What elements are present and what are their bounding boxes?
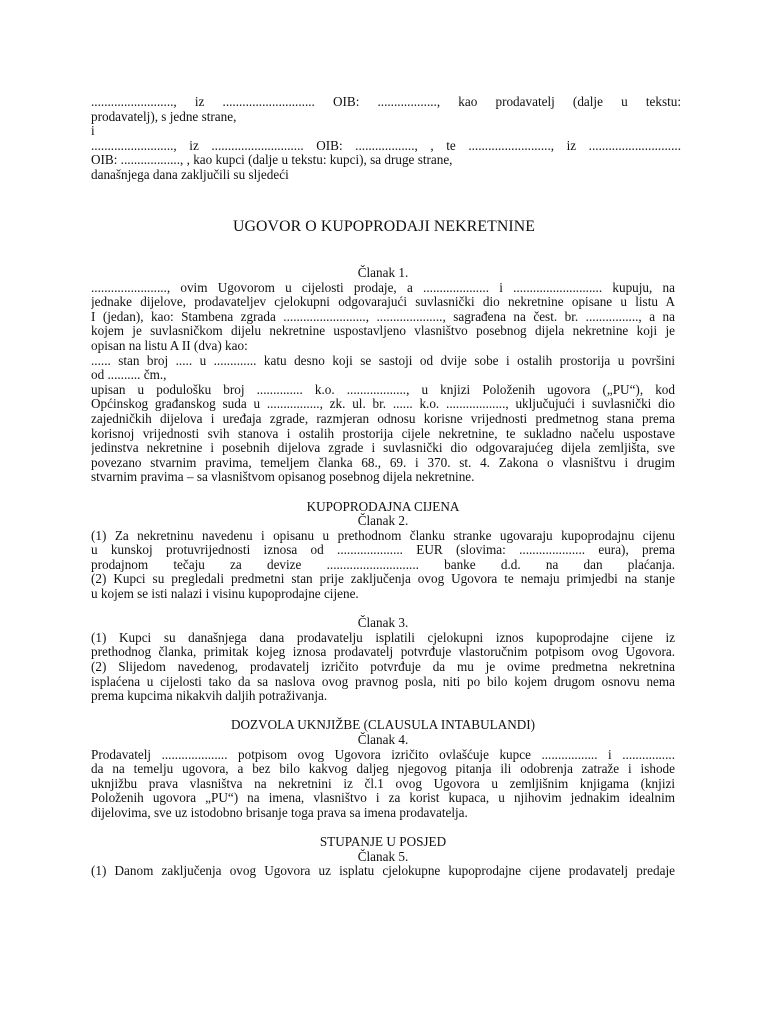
contract-section bbox=[91, 821, 675, 879]
section-heading: KUPOPRODAJNA CIJENA bbox=[306, 498, 460, 514]
article-text-line: (1) Kupci su današnjega dana prodavatelju isplatili cjelokupni iznos kupoprodajne cijene iz bbox=[91, 630, 675, 645]
intro-line: današnjega dana zaključili su sljedeći bbox=[91, 167, 289, 182]
article-text-line: povezano stvarnim pravima, temeljem članka 68., 69. i 370. st. 4. Zakona o vlasništvu i drugim bbox=[91, 455, 675, 470]
article-text-line: jedinstva nekretnine i posebnih dijelova zgrade i suvlasnički dio odgovarajućeg dijela zemljišta, sve bbox=[91, 441, 675, 456]
article-text-line: Općinskog građanskog suda u ................, zk. ul. br. ...... k.o. .................., uključujući i suvlasnički dio bbox=[91, 397, 675, 412]
article-text-line: prema kupcima nikakvih daljih potraživanja. bbox=[91, 689, 328, 704]
article-text-line: upisan u podulošku broj .............. k.o. .................., u knjizi Položenih ugovora („PU“), kod bbox=[91, 382, 675, 397]
article-text-line: da na temelju ugovora, a bez bilo kakvog daljeg njegovog pitanja ili odobrenja zatraže i ishode bbox=[91, 762, 675, 777]
article-text-line: Položenih ugovora „PU“) na imena, vlasništvo i za korist kupaca, u njihovim jednakim idealnim bbox=[91, 791, 675, 806]
contract-section bbox=[91, 266, 675, 485]
section-heading: STUPANJE U POSJED bbox=[319, 834, 447, 850]
article-text-line: (2) Slijedom navedenog, prodavatelj izričito potvrđuje da mu je ovime predmetna nekretnina bbox=[91, 660, 675, 675]
article-number: Članak 3. bbox=[357, 615, 409, 631]
article-text-line: uknjižbu prava vlasništva na nekretnini iz čl.1 ovog Ugovora u zemljišnim knjigama (knjizi bbox=[91, 776, 675, 791]
article-text-line: u kunskoj protuvrijednosti iznosa od .................... EUR (slovima: .................... eura), prema bbox=[91, 543, 675, 558]
intro-line: prodavatelj), s jedne strane, bbox=[91, 109, 237, 124]
contract-parties-intro bbox=[91, 95, 681, 183]
section-heading: DOZVOLA UKNJIŽBE (CLAUSULA INTABULANDI) bbox=[230, 717, 536, 733]
article-text-line: Prodavatelj .................... potpisom ovog Ugovora izričito ovlašćuje kupce ................. i ................ bbox=[91, 747, 675, 762]
article-number: Članak 1. bbox=[357, 265, 409, 280]
article-text-line: isplaćena u cijelosti tako da sa naslova ovog pravnog posla, niti po bilo kojem drugom osnovu nema bbox=[91, 674, 675, 689]
article-text-line: u kojem se isti nalazi i visinu kupoprodajne cijene. bbox=[91, 587, 359, 602]
article-text-line: korisnoj vrijednosti svih stanova i ostalih prostorija cijele nekretnine, te sukladno načelu uspostave bbox=[91, 426, 675, 441]
document-title: UGOVOR O KUPOPRODAJI NEKRETNINE bbox=[233, 218, 535, 235]
article-text-line: ...... stan broj ..... u ............. katu desno koji se sastoji od dvije sobe i ostalih prostorija u površini bbox=[91, 353, 675, 368]
intro-line: ........................., iz ............................ OIB: .................., kao prodavatelj (dalje u tekstu: bbox=[91, 95, 681, 109]
article-text-line: kojem je suvlasničkom dijelu nekretnine uspostavljeno vlasništvo posebnog dijela nekretnine koji je bbox=[91, 324, 675, 339]
article-text-line: prodajnom tečaju za devize ............................ banke d.d. na dan plaćanja. bbox=[91, 557, 675, 572]
article-text-line: I (jedan), kao: Stambena zgrada ........................., ...................., sagrađena na čest. br. ................, a na bbox=[91, 309, 675, 324]
contract-section bbox=[91, 602, 675, 704]
article-text-line: ......................., ovim Ugovorom u cijelosti prodaje, a .................... i ........................... kupuju, na bbox=[91, 280, 675, 295]
intro-line: ........................., iz ............................ OIB: .................., , te ........................., iz ............................ bbox=[91, 138, 681, 153]
article-text-line: zajedničkih dijelova i uređaja zgrade, razmjeran odnosu korisne vrijednosti predmetnog stana prema bbox=[91, 411, 675, 426]
article-text-line: od .......... čm., bbox=[91, 368, 167, 383]
contract-section bbox=[91, 704, 675, 821]
article-text-line: jednake dijelove, prodavateljev cjelokupni odgovarajući suvlasnički dio nekretnine opisane u listu A bbox=[91, 295, 675, 310]
article-text-line: stvarnim pravima – sa vlasništvom opisanog posebnog dijela nekretnine. bbox=[91, 470, 475, 485]
article-text-line: (1) Danom zaključenja ovog Ugovora uz isplatu cjelokupne kupoprodajne cijene prodavatelj predaje bbox=[91, 864, 675, 879]
article-text-line: opisan na listu A II (dva) kao: bbox=[91, 338, 248, 353]
intro-line: OIB: .................., , kao kupci (dalje u tekstu: kupci), sa druge strane, bbox=[91, 153, 453, 168]
article-text-line: prethodnog članka, primitak kojeg iznosa prodavatelj potvrđuje vlastoručnim potpisom ovog Ugovora. bbox=[91, 645, 675, 660]
article-number: Članak 4. bbox=[357, 732, 409, 747]
contract-section bbox=[91, 485, 675, 602]
article-text-line: (2) Kupci su pregledali predmetni stan prije zaključenja ovog Ugovora te nemaju primjedbi na stanje bbox=[91, 572, 675, 587]
article-number: Članak 5. bbox=[357, 848, 409, 864]
contract-body bbox=[91, 266, 675, 879]
article-text-line: dijelovima, sve uz istodobno brisanje toga prava sa imena prodavatelja. bbox=[91, 805, 468, 820]
article-text-line: (1) Za nekretninu navedenu i opisanu u prethodnom članku stranke ugovaraju kupoprodajnu cijenu bbox=[91, 528, 675, 543]
article-number: Članak 2. bbox=[357, 513, 409, 529]
intro-line: i bbox=[91, 124, 95, 139]
